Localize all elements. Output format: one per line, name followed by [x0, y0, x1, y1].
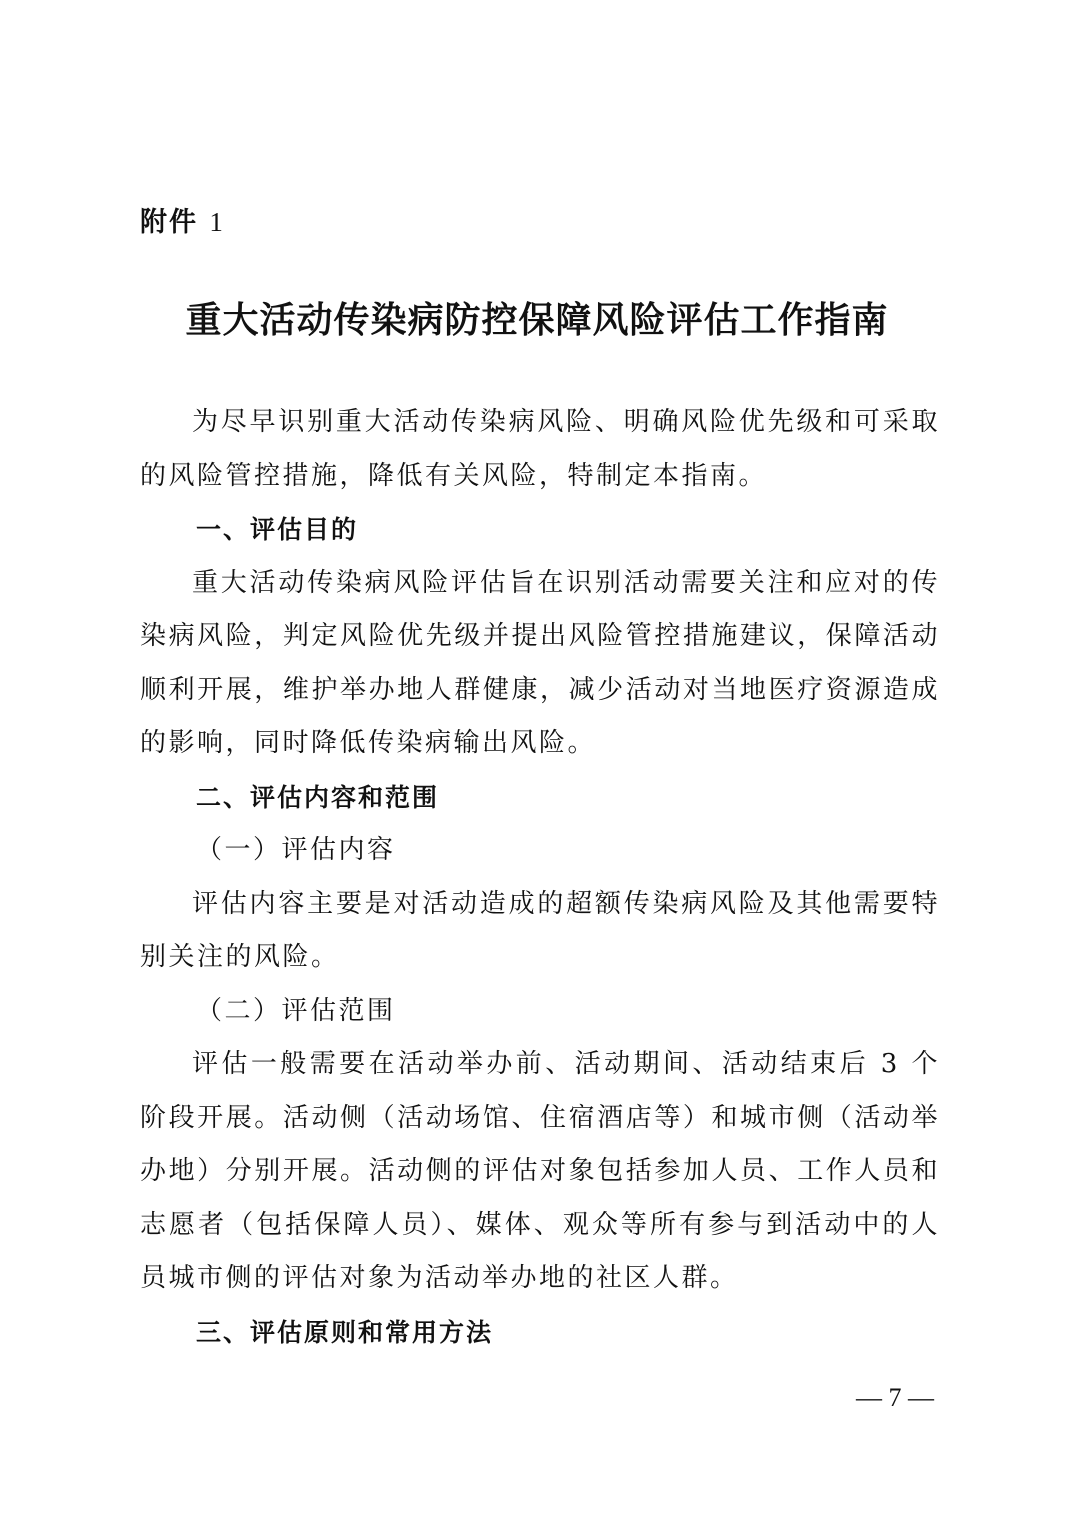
section-2-sub-1-heading: （一）评估内容	[196, 835, 396, 865]
section-2-sub-2-paragraph: 评估一般需要在活动举办前、活动期间、活动结束后 3 个阶段开展。活动侧（活动场馆、住宿酒店等）和城市侧（活动举办地）分别开展。活动侧的评估对象包括参加人员、工作人员和志愿者（包括保障人员）、媒体、观众等所有参与到活动中的人员城市侧的评估对象为活动举办地的社区人群。	[140, 1049, 940, 1293]
attachment-number: 1	[209, 207, 225, 237]
section-2-sub-2-heading: （二）评估范围	[196, 995, 396, 1026]
document-body	[140, 396, 940, 1359]
section-2-heading: 二、评估内容和范围	[196, 782, 440, 812]
intro-paragraph: 为尽早识别重大活动传染病风险、明确风险优先级和可采取的风险管控措施，降低有关风险，特制定本指南。	[140, 407, 940, 491]
section-1-heading: 一、评估目的	[196, 515, 359, 544]
document-title: 重大活动传染病防控保障风险评估工作指南	[185, 299, 889, 341]
page-number: — 7 —	[856, 1383, 934, 1412]
attachment-word: 附件	[140, 207, 198, 238]
section-1-paragraph: 重大活动传染病风险评估旨在识别活动需要关注和应对的传染病风险，判定风险优先级并提出风险管控措施建议，保障活动顺利开展，维护举办地人群健康，减少活动对当地医疗资源造成的影响，同时降低传染病输出风险。	[140, 567, 940, 758]
attachment-label	[140, 202, 225, 243]
section-2-sub-1-paragraph: 评估内容主要是对活动造成的超额传染病风险及其他需要特别关注的风险。	[140, 888, 940, 972]
section-3-heading: 三、评估原则和常用方法	[196, 1317, 494, 1347]
